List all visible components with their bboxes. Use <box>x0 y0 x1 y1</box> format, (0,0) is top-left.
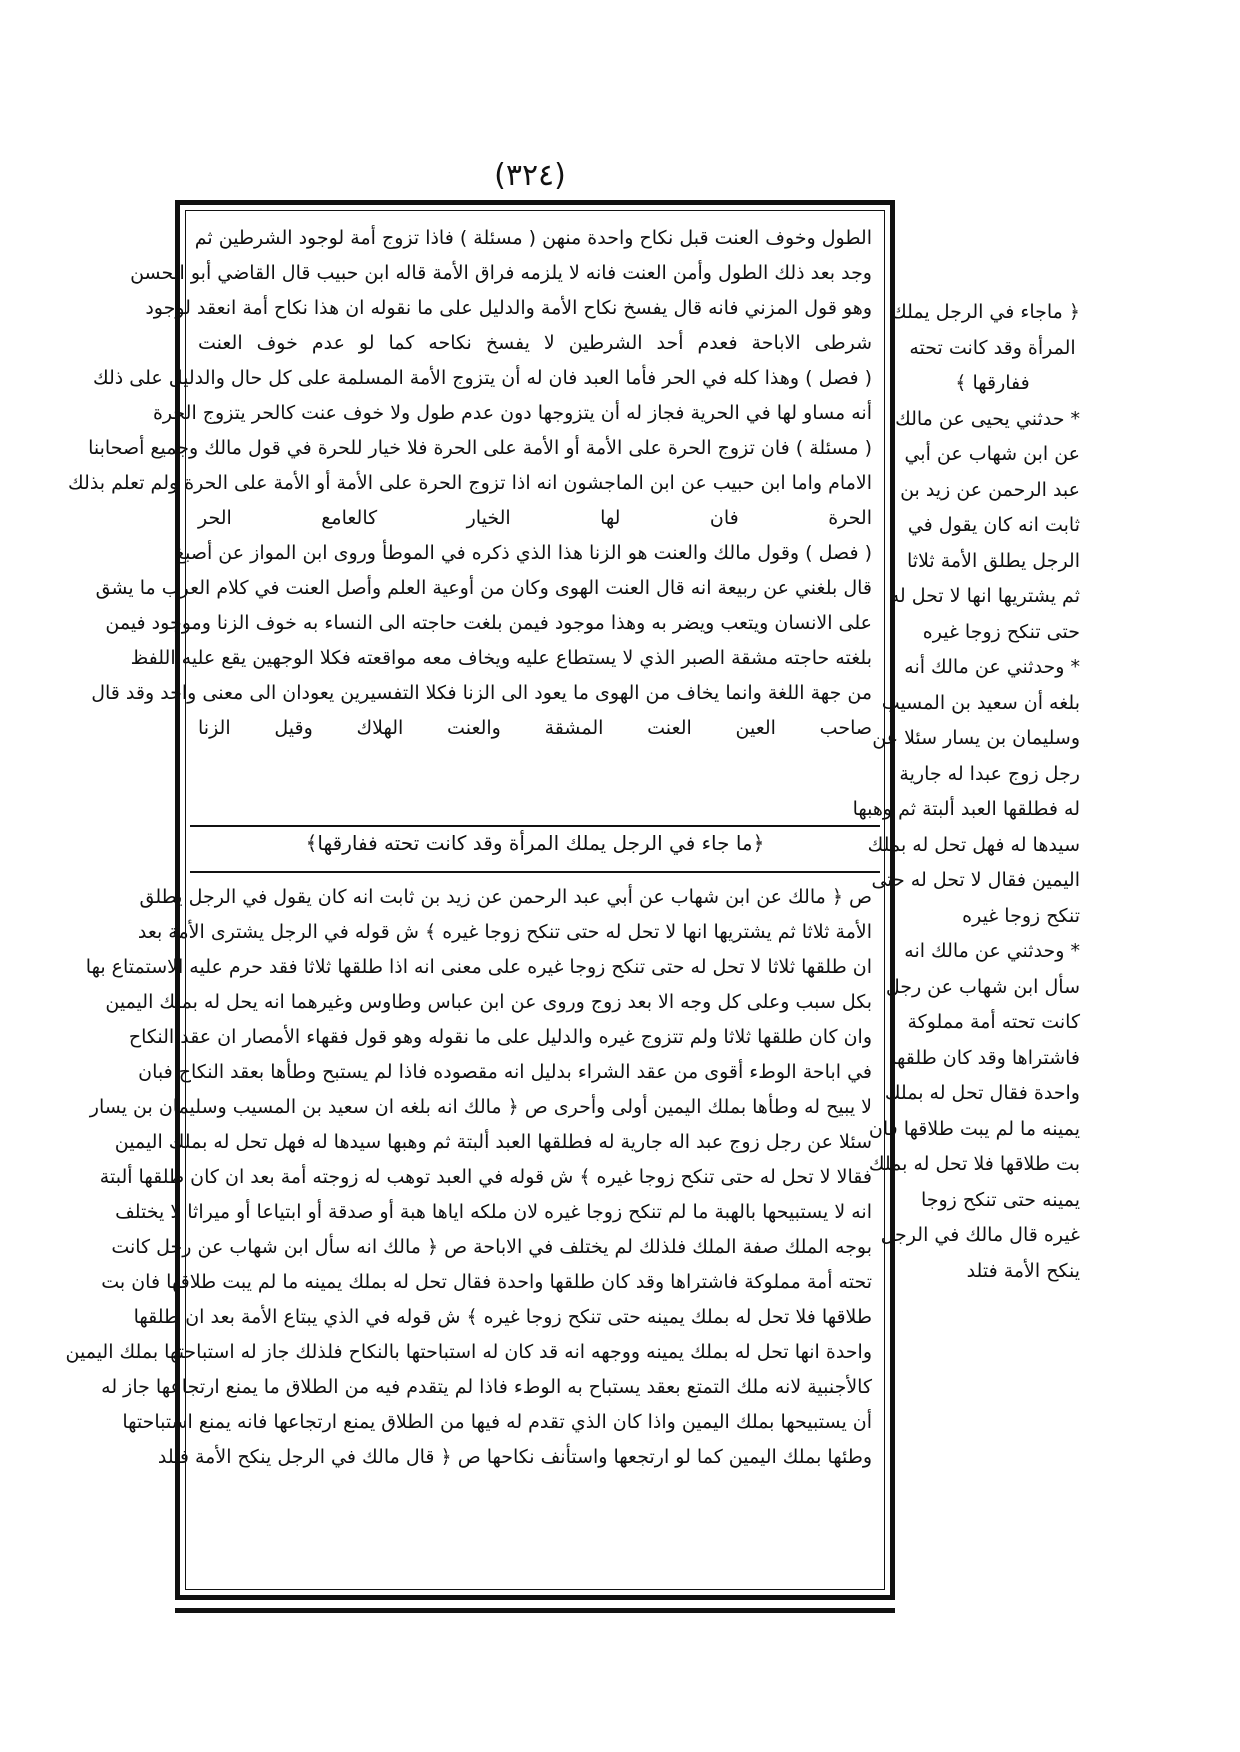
chapter-title: ﴿ما جاء في الرجل يملك المرأة وقد كانت تحته ففارقها﴾ <box>305 831 765 855</box>
text-line: قال بلغني عن ربيعة انه قال العنت الهوى وكان من أوعية العلم وأصل العنت في كلام العرب ما يشق <box>95 577 872 599</box>
text-line: وان كان طلقها ثلاثا ولم تتزوج غيره والدليل على ما نقوله وهو قول فقهاء الأمصار ان عقد النكاح <box>128 1026 872 1048</box>
text-line: الحرة فان لها الخيار كالعامع الحر <box>198 507 872 529</box>
margin-text-line: ثابت انه كان يقول في <box>907 514 1080 536</box>
text-line: الطول وخوف العنت قبل نكاح واحدة منهن ( مسئلة ) فاذا تزوج أمة لوجود الشرطين ثم <box>194 227 872 249</box>
text-line: من جهة اللغة وانما يخاف من الهوى ما يعود الى الزنا فكلا التفسيرين يعودان الى معنى واحد وقد قال <box>91 682 872 704</box>
margin-text-line: وسليمان بن يسار سئلا عن <box>872 727 1080 749</box>
margin-heading-line: ﴿ ماجاء في الرجل يملك <box>891 301 1080 323</box>
text-line: بكل سبب وعلى كل وجه الا بعد زوج وروى عن ابن عباس وطاوس وغيرهما انه يحل له بملك اليمين <box>105 991 872 1013</box>
text-line: ( فصل ) وقول مالك والعنت هو الزنا هذا الذي ذكره في الموطأ وروى ابن المواز عن أصبغ <box>175 542 872 564</box>
text-line: في اباحة الوطء أقوى من عقد الشراء بدليل انه مقصوده فاذا لم يستبح وطأها بعقد النكاح فبان <box>138 1061 872 1083</box>
margin-text-line: بت طلاقها فلا تحل له بملك <box>868 1153 1080 1175</box>
margin-text-line: يمينه ما لم يبت طلاقها فان <box>868 1117 1080 1140</box>
margin-heading-line: المرأة وقد كانت تحته <box>909 336 1076 359</box>
margin-text-line: ينكح الأمة فتلد <box>966 1259 1080 1282</box>
text-line: وطئها بملك اليمين كما لو ارتجعها واستأنف نكاحها ص ﴿ قال مالك في الرجل ينكح الأمة فتلد <box>157 1446 872 1468</box>
text-line: صاحب العين العنت المشقة والعنت الهلاك وقيل الزنا <box>198 717 872 739</box>
margin-text-line: بلغه أن سعيد بن المسيب <box>881 691 1080 714</box>
text-line: أن يستبيحها بملك اليمين واذا كان الذي تقدم له فيها من الطلاق يمنع ارتجاعها فانه يمنع استباحتها <box>122 1411 872 1433</box>
margin-text-line: * وحدثني عن مالك أنه <box>904 656 1080 678</box>
text-line: لا يبيح له وطأها بملك اليمين أولى وأحرى ص ﴿ مالك انه بلغه ان سعيد بن المسيب وسليمان بن يسار <box>89 1096 872 1118</box>
text-line: انه لا يستبيحها بالهبة ما لم تنكح زوجا غيره لان ملكه اياها هبة أو صدقة أو ابتياعا أو ميراثا لا يختلف <box>115 1201 872 1223</box>
text-line: بلغته حاجته مشقة الصبر الذي لا يستطاع عليه ويخاف معه مواقعته فكلا الوجهين يقع عليه اللفظ <box>130 647 872 669</box>
main-bottom-text <box>65 880 872 1475</box>
margin-text-line: يمينه حتى تنكح زوجا <box>920 1188 1080 1211</box>
bottom-rule <box>175 1608 895 1613</box>
chapter-divider-bottom <box>190 871 880 873</box>
chapter-divider-top <box>190 825 880 827</box>
text-line: سئلا عن رجل زوج عبد اله جارية له فطلقها العبد ألبتة ثم وهبها سيدها له فهل تحل له بملك اليمين <box>114 1131 872 1153</box>
margin-text-line: كانت تحته أمة مملوكة <box>907 1011 1080 1033</box>
text-line: وهو قول المزني فانه قال يفسخ نكاح الأمة والدليل على ما نقوله ان هذا نكاح أمة انعقد لوجود <box>145 297 872 319</box>
margin-column <box>852 295 1080 1289</box>
text-line: ان طلقها ثلاثا لا تحل له حتى تنكح زوجا غيره على معنى انه اذا طلقها ثلاثا فقد حرم عليه الاستمتاع بها <box>85 956 872 978</box>
main-top-text <box>68 221 872 746</box>
text-line: شرطى الاباحة فعدم أحد الشرطين لا يفسخ نكاحه كما لو عدم خوف العنت <box>198 332 872 354</box>
margin-text-line: عبد الرحمن عن زيد بن <box>900 478 1080 501</box>
text-line: فقالا لا تحل له حتى تنكح زوجا غيره ﴾ ش قوله في العبد توهب له زوجته أمة بعد ان كان طلقها ألبتة <box>99 1166 872 1188</box>
margin-text-line: له فطلقها العبد ألبتة ثم وهبها <box>852 798 1080 820</box>
text-line: ( فصل ) وهذا كله في الحر فأما العبد فان له أن يتزوج الأمة المسلمة على كل حال والدليل على ذلك <box>92 367 872 389</box>
text-line: ص ﴿ مالك عن ابن شهاب عن أبي عبد الرحمن عن زيد بن ثابت انه كان يقول في الرجل يطلق <box>139 886 872 908</box>
text-line: كالأجنبية لانه ملك التمتع بعقد يستباح به الوطء فاذا لم يتقدم فيه من الطلاق ما يمنع ارتجاعها جاز له <box>101 1376 872 1398</box>
text-line: أنه مساو لها في الحرية فجاز له أن يتزوجها دون عدم طول ولا خوف عنت كالحر يتزوج الحرة <box>152 402 872 424</box>
margin-text-line: رجل زوج عبدا له جارية <box>899 762 1080 785</box>
main-text-frame <box>65 200 895 1600</box>
margin-text-line: الرجل يطلق الأمة ثلاثا <box>907 549 1080 572</box>
text-line: ( مسئلة ) فان تزوج الحرة على الأمة أو الأمة على الحرة فلا خيار للحرة في قول مالك وجميع أصحابنا <box>88 437 872 459</box>
text-line: بوجه الملك صفة الملك فلذلك لم يختلف في الاباحة ص ﴿ مالك انه سأل ابن شهاب عن رجل كانت <box>111 1236 872 1258</box>
margin-text-line: حتى تنكح زوجا غيره <box>922 620 1080 643</box>
text-line: على الانسان ويتعب ويضر به وهذا موجود فيمن بلغت حاجته الى النساء به خوف الزنا وموجود فيمن <box>105 612 872 634</box>
margin-text-line: سأل ابن شهاب عن رجل <box>885 975 1080 998</box>
margin-text-line: واحدة فقال تحل له بملك <box>884 1082 1080 1104</box>
margin-text-line: ثم يشتريها انها لا تحل له <box>889 585 1080 607</box>
text-line: الأمة ثلاثا ثم يشتريها انها لا تحل له حتى تنكح زوجا غيره ﴾ ش قوله في الرجل يشترى الأمة بعد <box>137 921 872 943</box>
margin-text-line: تنكح زوجا غيره <box>962 904 1080 927</box>
margin-text-line: * حدثني يحيى عن مالك <box>895 407 1080 430</box>
margin-text-line: غيره قال مالك في الرجل <box>880 1224 1080 1246</box>
margin-text-line: عن ابن شهاب عن أبي <box>904 443 1080 465</box>
text-line: وجد بعد ذلك الطول وأمن العنت فانه لا يلزمه فراق الأمة قاله ابن حبيب قال القاضي أبو الحسن <box>130 262 872 284</box>
text-line: تحته أمة مملوكة فاشتراها وقد كان طلقها واحدة فقال تحل له بملك يمينه ما لم يبت طلاقها فان بت <box>101 1271 872 1293</box>
text-line: واحدة انها تحل له بملك يمينه ووجهه انه قد كان له استباحتها بالنكاح فلذلك جاز له استباحتها بملك اليمين <box>65 1341 872 1363</box>
margin-text-line: فاشتراها وقد كان طلقها <box>891 1046 1080 1069</box>
text-line: طلاقها فلا تحل له بملك يمينه حتى تنكح زوجا غيره ﴾ ش قوله في الذي يبتاع الأمة بعد ان طلقها <box>133 1306 872 1328</box>
margin-text-line: اليمين فقال لا تحل له حتى <box>871 869 1080 891</box>
page-number: (٣٢٤) <box>494 158 566 193</box>
margin-heading-line: ففارقها ﴾ <box>955 372 1030 394</box>
margin-text-line: * وحدثني عن مالك انه <box>904 940 1080 962</box>
text-line: الامام واما ابن حبيب عن ابن الماجشون انه اذا تزوج الحرة على الأمة أو الأمة على الحرة ولم تعلم بذلك <box>68 472 872 494</box>
margin-text-line: سيدها له فهل تحل له بملك <box>867 833 1080 856</box>
